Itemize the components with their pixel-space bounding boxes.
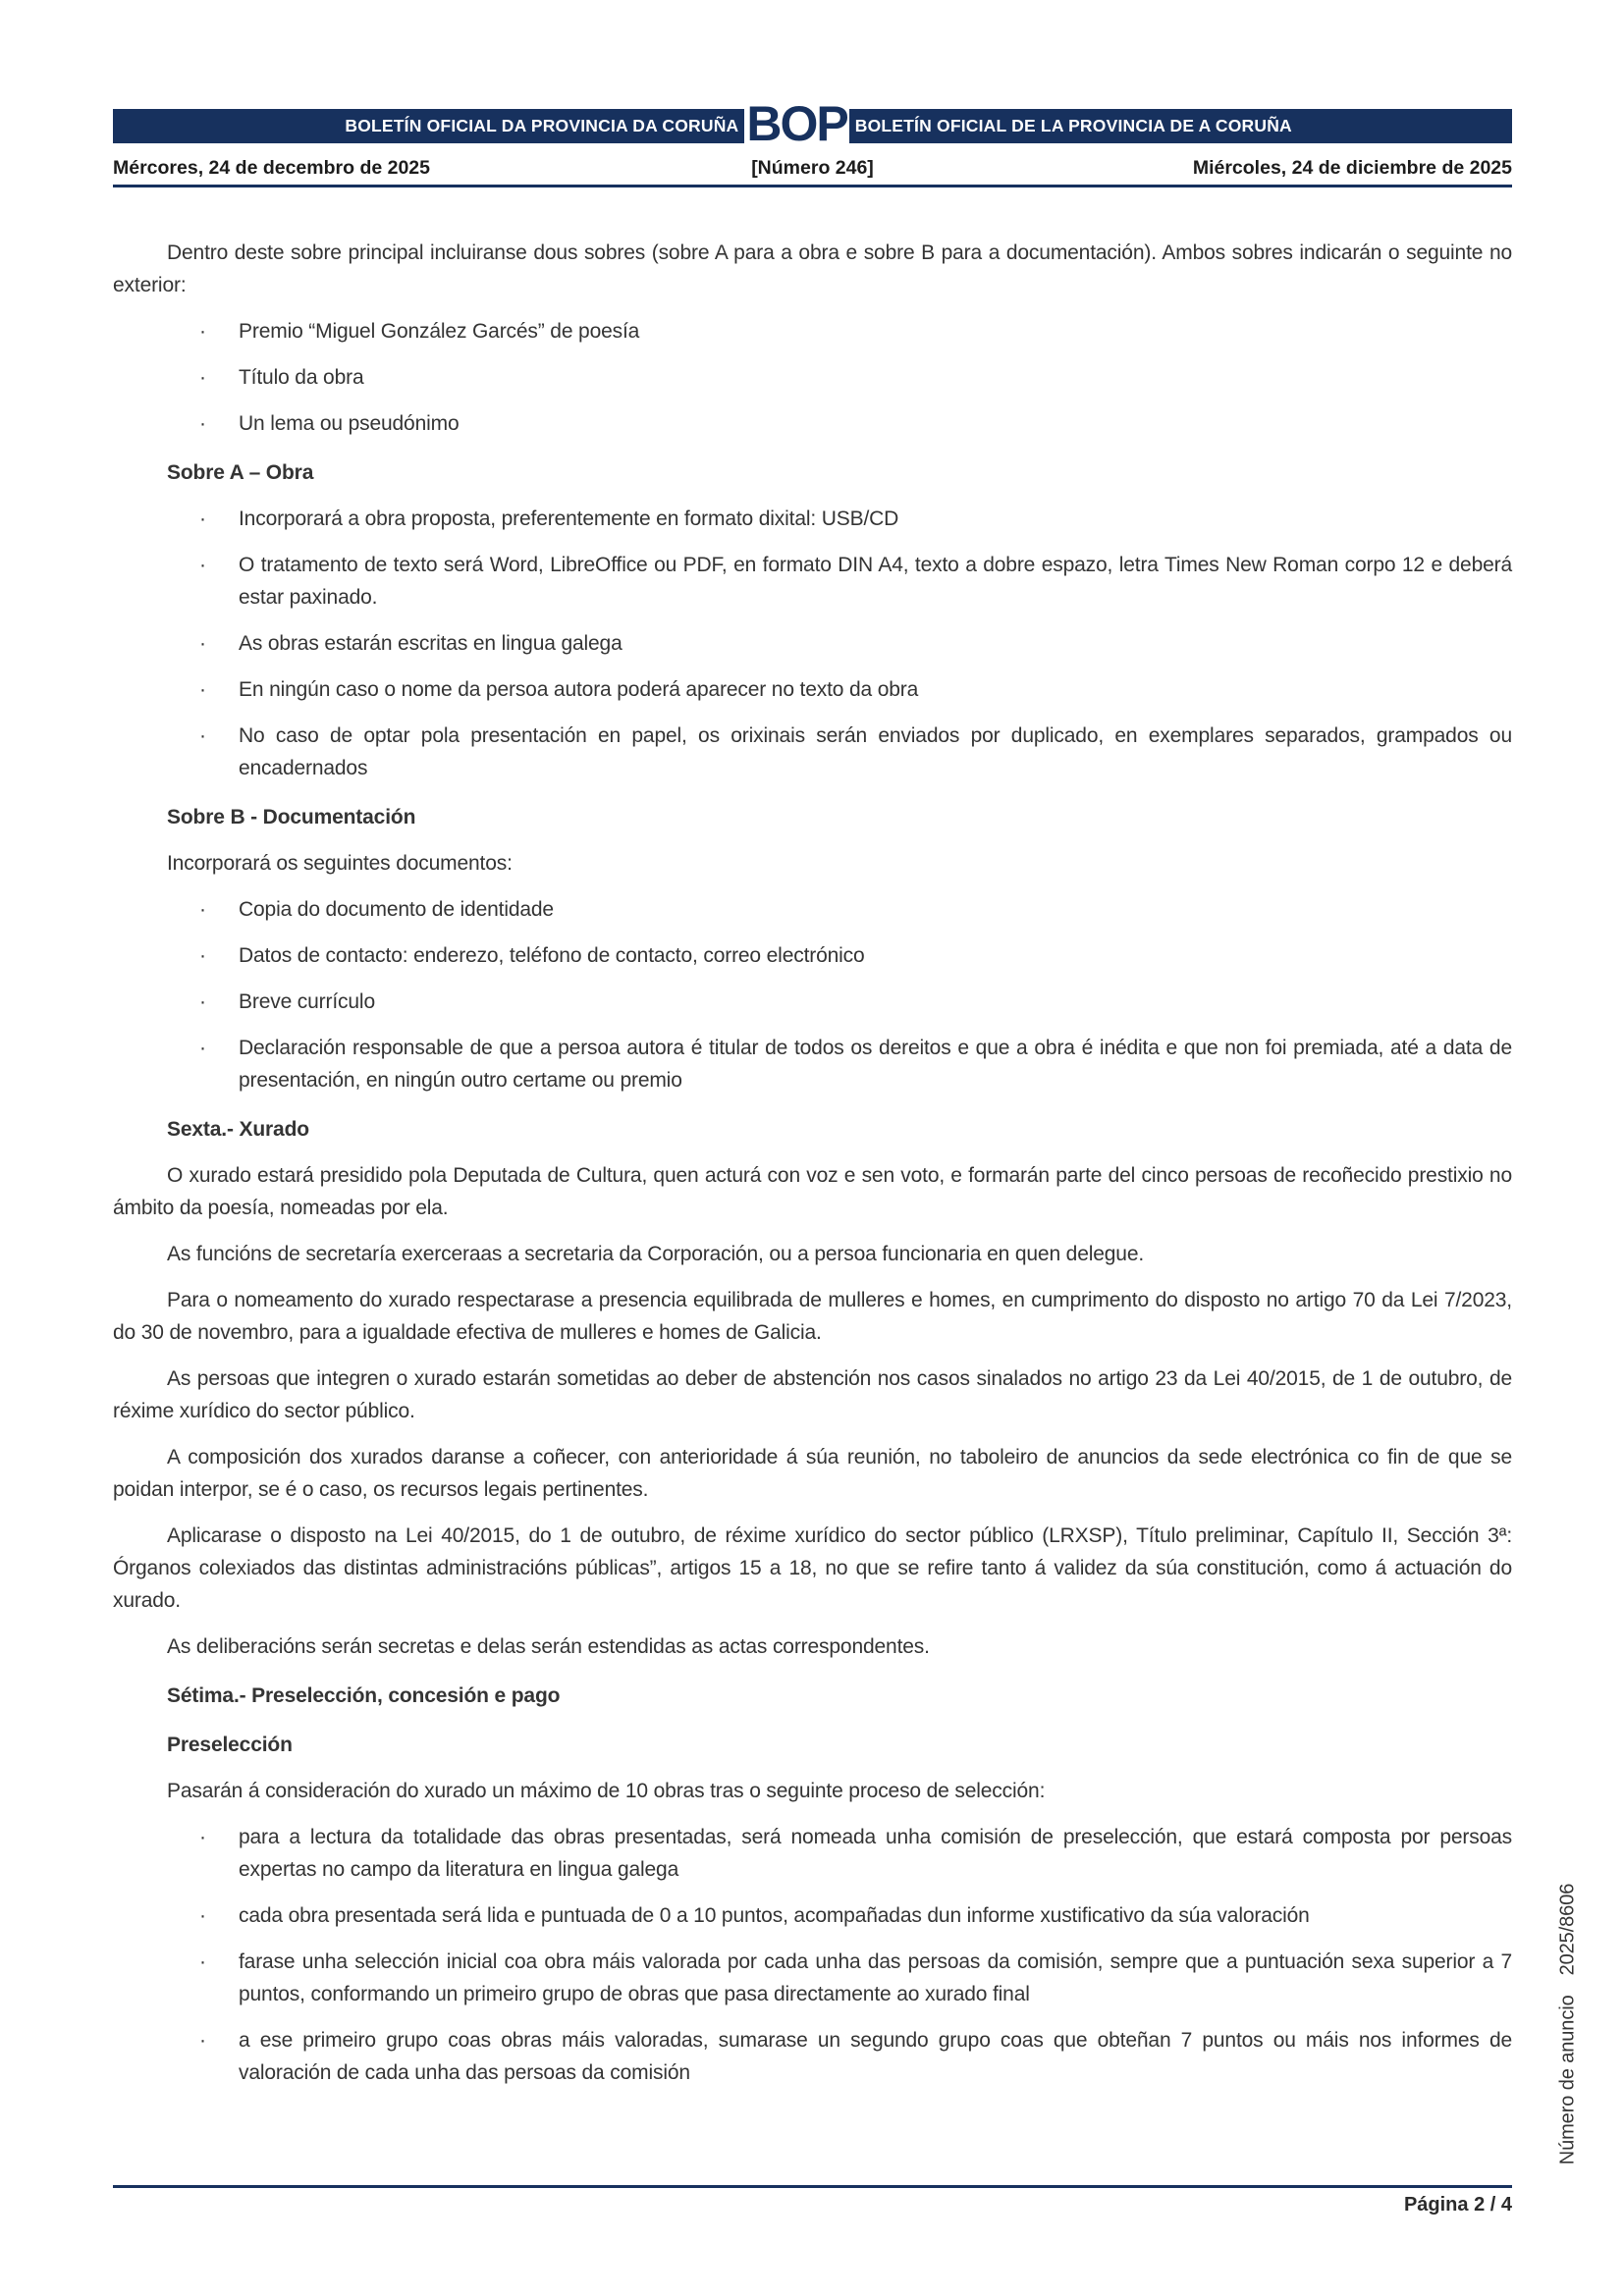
bullet-item [113, 1821, 1512, 1886]
bullet-item [113, 1032, 1512, 1096]
bullet-item [113, 407, 1512, 440]
bullet-marker-icon: · [199, 898, 206, 921]
section-heading: Sobre B - Documentación [167, 806, 416, 828]
masthead-title-galician: BOLETÍN OFICIAL DA PROVINCIA DA CORUÑA [345, 116, 739, 135]
bullet-item [113, 2024, 1512, 2089]
bullet-item [113, 893, 1512, 926]
bullet-text: Copia do documento de identidade [239, 898, 554, 921]
bullet-item [113, 361, 1512, 394]
bullet-text: farase unha selección inicial coa obra máis valorada por cada unha das persoas da comisión, sempre que a puntuación sexa superior a 7 puntos, conformando un primeiro grupo de obras que pasa directamente ao xurado final [239, 1950, 1512, 2005]
paragraph: Dentro deste sobre principal incluiranse dous sobres (sobre A para a obra e sobre B para a documentación). Ambos sobres indicarán o seguinte no exterior: [113, 241, 1512, 296]
bullet-item [113, 315, 1512, 347]
paragraph: As funcións de secretaría exerceraas a secretaria da Corporación, ou a persoa funcionaria en quen delegue. [167, 1243, 1145, 1265]
bullet-marker-icon: · [199, 678, 206, 701]
announcement-number-label: Número de anuncio [1556, 1995, 1579, 2165]
bullet-marker-icon: · [199, 990, 206, 1013]
bullet-text: As obras estarán escritas en lingua galega [239, 632, 623, 655]
bullet-marker-icon: · [199, 1950, 206, 1973]
bullet-text: cada obra presentada será lida e puntuada de 0 a 10 puntos, acompañadas dun informe xustificativo da súa valoración [239, 1904, 1310, 1927]
announcement-number-value: 2025/8606 [1556, 1883, 1579, 1976]
bullet-text: En ningún caso o nome da persoa autora poderá aparecer no texto da obra [239, 678, 919, 701]
section-heading: Sexta.- Xurado [167, 1118, 309, 1141]
bullet-item [113, 939, 1512, 972]
bullet-text: Datos de contacto: enderezo, teléfono de contacto, correo electrónico [239, 944, 865, 967]
bullet-marker-icon: · [199, 412, 206, 435]
bullet-marker-icon: · [199, 1904, 206, 1927]
bullet-text: Título da obra [239, 366, 364, 389]
bullet-text: Un lema ou pseudónimo [239, 412, 460, 435]
document-body [113, 237, 1512, 2089]
announcement-number [1557, 1884, 1580, 2165]
bullet-item [113, 1899, 1512, 1932]
paragraph: Aplicarase o disposto na Lei 40/2015, do 1 de outubro, de réxime xurídico do sector público (LRXSP), Título preliminar, Capítulo II, Sección 3ª: Órganos colexiados das distintas administracións públicas”, artigos 15 a 18, no que se refire tanto á validez da súa constitución, como á actuación do xurado. [113, 1524, 1512, 1612]
issue-number: [Número 246] [751, 157, 874, 179]
bullet-text: Declaración responsable de que a persoa autora é titular de todos os dereitos e que a obra é inédita e que non foi premiada, até a data de presentación, en ningún outro certame ou premio [239, 1037, 1512, 1092]
bullet-item [113, 549, 1512, 614]
bullet-marker-icon: · [199, 724, 206, 747]
bullet-text: Incorporará a obra proposta, preferentemente en formato dixital: USB/CD [239, 507, 899, 530]
header-divider [113, 185, 1512, 187]
bullet-marker-icon: · [199, 944, 206, 967]
date-galician: Mércores, 24 de decembro de 2025 [113, 157, 430, 179]
page-footer [113, 2185, 1512, 2216]
paragraph: O xurado estará presidido pola Deputada de Cultura, quen acturá con voz e sen voto, e formarán parte del cinco persoas de recoñecido prestixio no ámbito da poesía, nomeadas por ela. [113, 1164, 1512, 1219]
masthead-bars [113, 96, 1512, 151]
bullet-marker-icon: · [199, 366, 206, 389]
paragraph: As persoas que integren o xurado estarán sometidas ao deber de abstención nos casos sinalados no artigo 23 da Lei 40/2015, de 1 de outubro, de réxime xurídico do sector público. [113, 1367, 1512, 1422]
paragraph: A composición dos xurados daranse a coñecer, con anterioridade á súa reunión, no taboleiro de anuncios da sede electrónica co fin de que se poidan interpor, se é o caso, os recursos legais pertinentes. [113, 1446, 1512, 1501]
bullet-text: No caso de optar pola presentación en papel, os orixinais serán enviados por duplicado, en exemplares separados, grampados ou encadernados [239, 724, 1512, 779]
bullet-text: Premio “Miguel González Garcés” de poesía [239, 320, 640, 343]
bullet-marker-icon: · [199, 632, 206, 655]
masthead [113, 0, 1512, 187]
bullet-marker-icon: · [199, 507, 206, 530]
bullet-item [113, 986, 1512, 1018]
bullet-marker-icon: · [199, 1037, 206, 1059]
paragraph: As deliberacións serán secretas e delas serán estendidas as actas correspondentes. [167, 1635, 930, 1658]
bullet-marker-icon: · [199, 1826, 206, 1848]
paragraph: Pasarán á consideración do xurado un máximo de 10 obras tras o seguinte proceso de selección: [167, 1780, 1046, 1802]
masthead-bar-left [113, 109, 744, 143]
bullet-text: para a lectura da totalidade das obras presentadas, será nomeada unha comisión de preselección, que estará composta por persoas expertas no campo da literatura en lingua galega [239, 1826, 1512, 1881]
bullet-marker-icon: · [199, 554, 206, 576]
bullet-marker-icon: · [199, 2029, 206, 2052]
page-number: Página 2 / 4 [1403, 2194, 1512, 2216]
bullet-item [113, 673, 1512, 706]
section-heading: Preselección [167, 1734, 293, 1756]
section-heading: Sétima.- Preselección, concesión e pago [167, 1684, 561, 1707]
bullet-text: Breve currículo [239, 990, 375, 1013]
section-heading: Sobre A – Obra [167, 461, 314, 484]
date-spanish: Miércoles, 24 de diciembre de 2025 [1192, 157, 1512, 179]
masthead-bar-right [849, 109, 1512, 143]
bop-logo: BOP [746, 96, 847, 151]
footer-divider [113, 2185, 1512, 2188]
bullet-text: O tratamento de texto será Word, LibreOffice ou PDF, en formato DIN A4, texto a dobre espazo, letra Times New Roman corpo 12 e deberá estar paxinado. [239, 554, 1512, 609]
paragraph: Para o nomeamento do xurado respectarase a presencia equilibrada de mulleres e homes, en cumprimento do disposto no artigo 70 da Lei 7/2023, do 30 de novembro, para a igualdade efectiva de mulleres e homes de Galicia. [113, 1289, 1512, 1344]
masthead-title-spanish: BOLETÍN OFICIAL DE LA PROVINCIA DE A CORUÑA [854, 116, 1292, 135]
bullet-item [113, 1946, 1512, 2010]
bullet-item [113, 503, 1512, 535]
bullet-marker-icon: · [199, 320, 206, 343]
paragraph: Incorporará os seguintes documentos: [167, 852, 513, 875]
bullet-item [113, 720, 1512, 784]
masthead-dates-row [113, 157, 1512, 180]
bullet-text: a ese primeiro grupo coas obras máis valoradas, sumarase un segundo grupo coas que obteñan 7 puntos ou máis nos informes de valoración de cada unha das persoas da comisión [239, 2029, 1512, 2084]
bullet-item [113, 627, 1512, 660]
